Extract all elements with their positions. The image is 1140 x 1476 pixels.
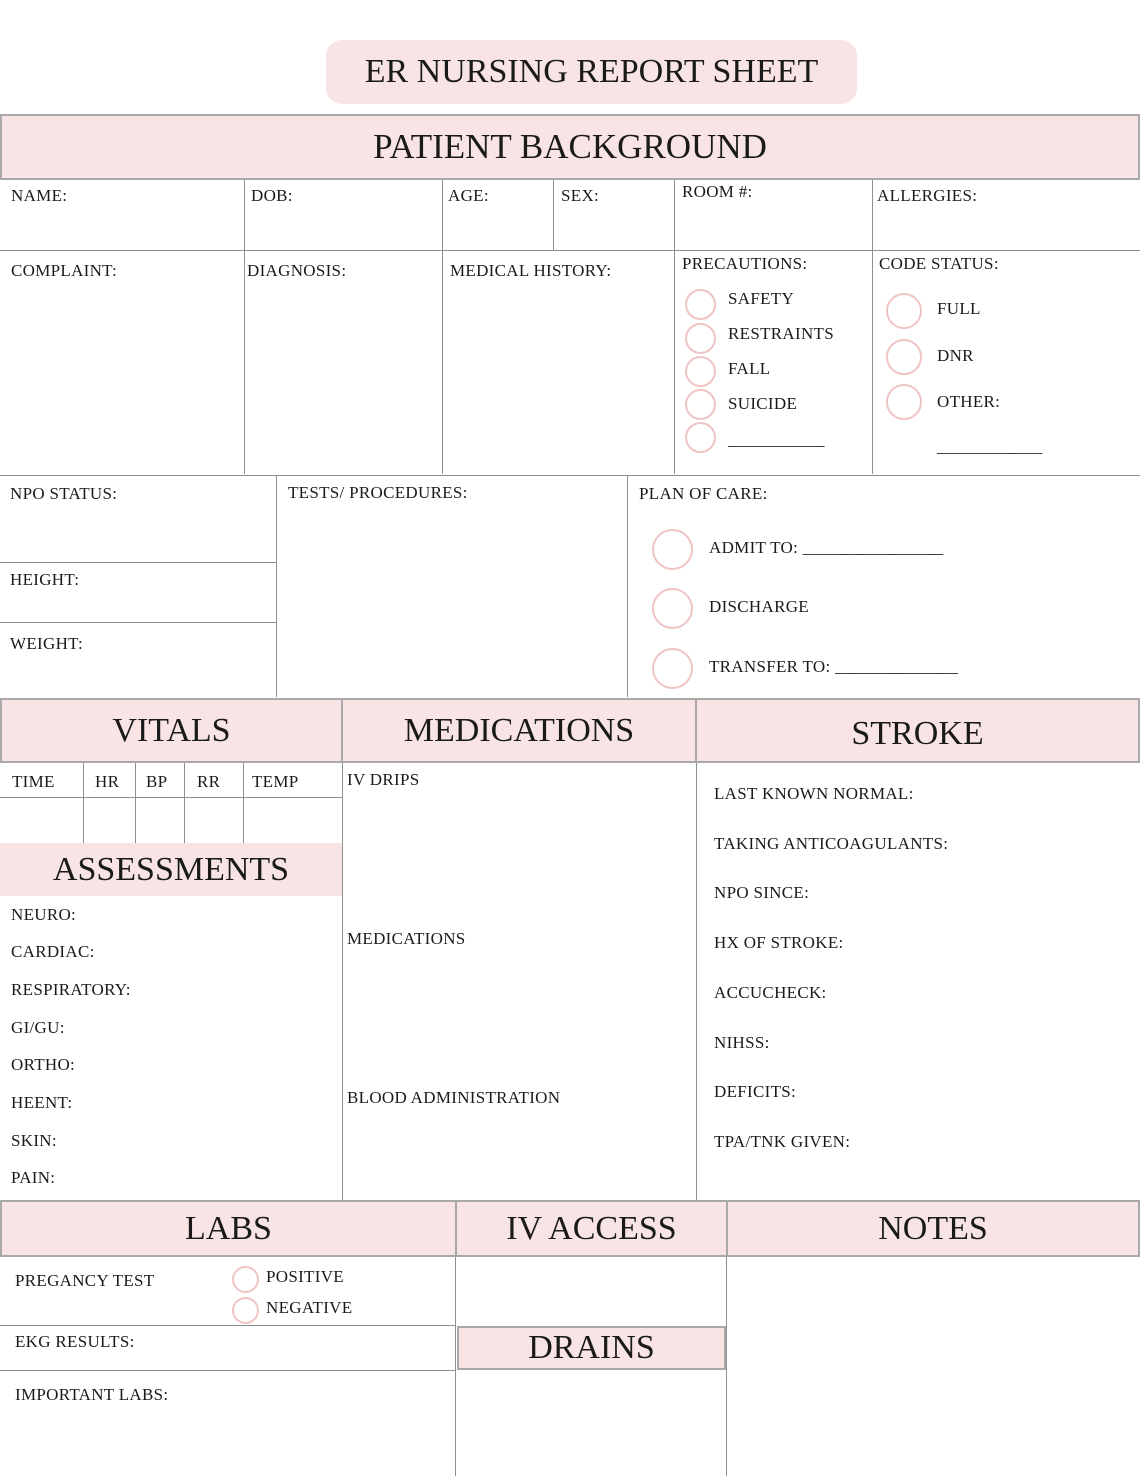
divider [135,763,136,843]
negative-checkbox[interactable] [232,1297,259,1324]
sex-label: SEX: [561,186,600,205]
row1-divider [0,250,1140,251]
assessment-item: ORTHO: [11,1055,76,1074]
stroke-item: LAST KNOWN NORMAL: [714,784,914,803]
positive-checkbox[interactable] [232,1266,259,1293]
dob-label: DOB: [251,186,293,205]
stroke-item: HX OF STROKE: [714,933,844,952]
assessment-item: SKIN: [11,1131,57,1150]
pregnancy-test-label: PREGANCY TEST [15,1271,155,1290]
transfer-checkbox[interactable] [652,648,693,689]
assessment-item: NEURO: [11,905,77,924]
suicide-checkbox[interactable] [685,389,716,420]
npo-status-label: NPO STATUS: [10,484,118,503]
safety-checkbox[interactable] [685,289,716,320]
precaution-option: FALL [728,359,771,378]
plan-option: DISCHARGE [709,597,809,616]
medications-label: MEDICATIONS [347,929,466,948]
code-status-label: CODE STATUS: [879,254,999,273]
assessments-header: ASSESSMENTS [0,843,342,896]
stroke-item: ACCUCHECK: [714,983,827,1002]
plan-option: ADMIT TO: ________________ [709,538,944,557]
plan-option: TRANSFER TO: ______________ [709,657,959,676]
divider [455,1257,456,1476]
divider [184,763,185,843]
divider [244,180,245,474]
discharge-checkbox[interactable] [652,588,693,629]
code-option: OTHER: [937,392,1001,411]
dnr-checkbox[interactable] [886,339,922,375]
assessment-item: CARDIAC: [11,942,95,961]
divider [553,180,554,250]
stroke-item: NPO SINCE: [714,883,810,902]
room-label: ROOM #: [682,182,753,201]
blood-administration-label: BLOOD ADMINISTRATION [347,1088,561,1107]
divider [674,180,675,474]
iv-access-header: IV ACCESS [455,1200,728,1257]
divider [872,180,873,474]
stroke-item: NIHSS: [714,1033,770,1052]
weight-label: WEIGHT: [10,634,84,653]
precaution-blank[interactable]: ___________ [728,430,825,449]
tests-procedures-label: TESTS/ PROCEDURES: [288,483,468,502]
notes-header: NOTES [726,1200,1140,1257]
divider [726,1257,727,1476]
full-checkbox[interactable] [886,293,922,329]
precaution-option: RESTRAINTS [728,324,834,343]
row2-divider [0,475,1140,476]
vitals-col-hr: HR [95,772,120,791]
precaution-option: SUICIDE [728,394,798,413]
name-label: NAME: [11,186,68,205]
divider [243,763,244,843]
divider [0,797,342,798]
divider [0,1370,455,1371]
vitals-col-time: TIME [12,772,55,791]
divider [0,562,276,563]
vitals-col-bp: BP [146,772,168,791]
medications-header: MEDICATIONS [341,698,697,763]
other-code-checkbox[interactable] [886,384,922,420]
vitals-header: VITALS [0,698,343,763]
divider [627,475,628,697]
divider [0,1325,455,1326]
complaint-label: COMPLAINT: [11,261,118,280]
important-labs-label: IMPORTANT LABS: [15,1385,169,1404]
fall-checkbox[interactable] [685,356,716,387]
allergies-label: ALLERGIES: [877,186,978,205]
stroke-item: TAKING ANTICOAGULANTS: [714,834,949,853]
medical-history-label: MEDICAL HISTORY: [450,261,612,280]
labs-header: LABS [0,1200,457,1257]
assessment-item: RESPIRATORY: [11,980,131,999]
code-blank[interactable]: ____________ [937,437,1043,456]
page-title: ER NURSING REPORT SHEET [326,40,857,104]
divider [0,622,276,623]
patient-background-header: PATIENT BACKGROUND [0,114,1140,180]
height-label: HEIGHT: [10,570,80,589]
stroke-item: DEFICITS: [714,1082,797,1101]
divider [442,180,443,474]
precaution-option: SAFETY [728,289,795,308]
pregnancy-option: NEGATIVE [266,1298,353,1317]
code-option: DNR [937,346,974,365]
stroke-item: TPA/TNK GIVEN: [714,1132,851,1151]
pregnancy-option: POSITIVE [266,1267,344,1286]
ekg-results-label: EKG RESULTS: [15,1332,135,1351]
assessment-item: HEENT: [11,1093,73,1112]
plan-of-care-label: PLAN OF CARE: [639,484,768,503]
restraints-checkbox[interactable] [685,323,716,354]
code-option: FULL [937,299,981,318]
other-precaution-checkbox[interactable] [685,422,716,453]
divider [342,763,343,1200]
divider [83,763,84,843]
precautions-label: PRECAUTIONS: [682,254,808,273]
assessment-item: GI/GU: [11,1018,65,1037]
divider [276,475,277,697]
vitals-col-rr: RR [197,772,221,791]
divider [696,763,697,1200]
drains-header: DRAINS [457,1326,726,1370]
vitals-col-temp: TEMP [252,772,299,791]
age-label: AGE: [448,186,489,205]
iv-drips-label: IV DRIPS [347,770,420,789]
stroke-header: STROKE [695,698,1140,763]
diagnosis-label: DIAGNOSIS: [247,261,347,280]
admit-checkbox[interactable] [652,529,693,570]
assessment-item: PAIN: [11,1168,56,1187]
